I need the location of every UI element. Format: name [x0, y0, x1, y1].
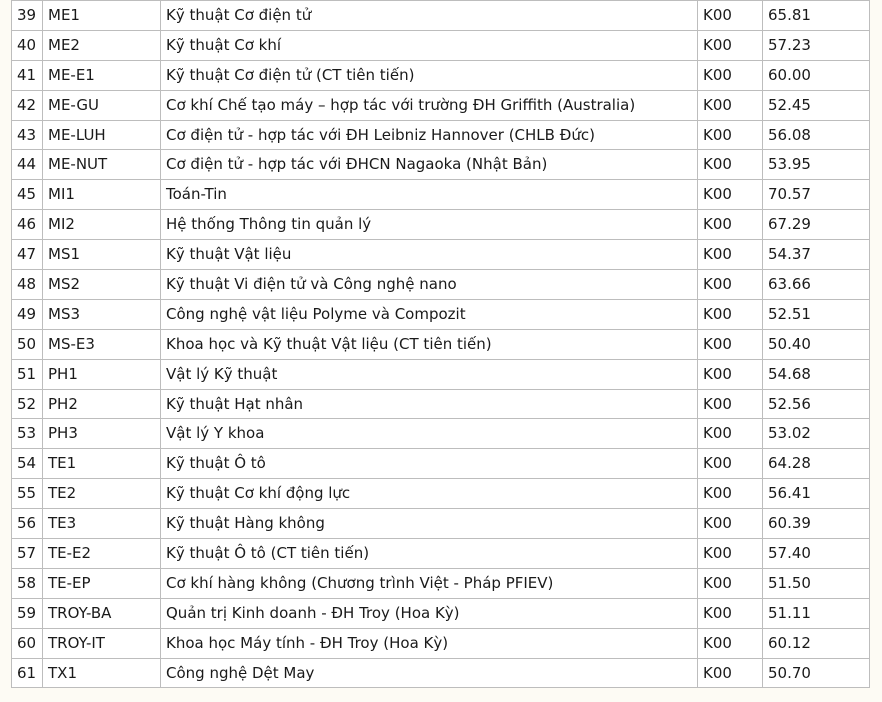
- cutoff-score-cell: 50.70: [763, 658, 870, 688]
- exam-block-cell: K00: [698, 90, 763, 120]
- table-row: [12, 150, 870, 180]
- major-code-cell: MI2: [43, 210, 161, 240]
- exam-block-cell: K00: [698, 598, 763, 628]
- major-name-cell: Kỹ thuật Hạt nhân: [161, 389, 698, 419]
- major-code-cell: ME-GU: [43, 90, 161, 120]
- cutoff-score-cell: 64.28: [763, 449, 870, 479]
- table-row: [12, 419, 870, 449]
- cutoff-score-cell: 52.56: [763, 389, 870, 419]
- cutoff-score-cell: 54.68: [763, 359, 870, 389]
- row-number-cell: 54: [12, 449, 43, 479]
- major-code-cell: TROY-IT: [43, 628, 161, 658]
- exam-block-cell: K00: [698, 150, 763, 180]
- cutoff-score-cell: 56.08: [763, 120, 870, 150]
- table-row: [12, 539, 870, 569]
- row-number-cell: 49: [12, 299, 43, 329]
- major-name-cell: Kỹ thuật Vi điện tử và Công nghệ nano: [161, 270, 698, 300]
- table-row: [12, 180, 870, 210]
- row-number-cell: 39: [12, 1, 43, 31]
- row-number-cell: 48: [12, 270, 43, 300]
- major-name-cell: Kỹ thuật Cơ khí: [161, 30, 698, 60]
- table-row: [12, 30, 870, 60]
- exam-block-cell: K00: [698, 359, 763, 389]
- major-code-cell: TE2: [43, 479, 161, 509]
- major-name-cell: Công nghệ Dệt May: [161, 658, 698, 688]
- cutoff-score-cell: 60.39: [763, 509, 870, 539]
- cutoff-score-cell: 53.95: [763, 150, 870, 180]
- cutoff-score-cell: 52.51: [763, 299, 870, 329]
- major-code-cell: TX1: [43, 658, 161, 688]
- major-name-cell: Kỹ thuật Hàng không: [161, 509, 698, 539]
- cutoff-score-cell: 57.40: [763, 539, 870, 569]
- table-row: [12, 479, 870, 509]
- table-row: [12, 389, 870, 419]
- major-code-cell: ME-E1: [43, 60, 161, 90]
- major-code-cell: TE-EP: [43, 568, 161, 598]
- major-name-cell: Kỹ thuật Ô tô: [161, 449, 698, 479]
- cutoff-score-cell: 52.45: [763, 90, 870, 120]
- exam-block-cell: K00: [698, 30, 763, 60]
- exam-block-cell: K00: [698, 299, 763, 329]
- major-name-cell: Cơ khí Chế tạo máy – hợp tác với trường ĐH Griffith (Australia): [161, 90, 698, 120]
- cutoff-score-cell: 57.23: [763, 30, 870, 60]
- major-code-cell: PH3: [43, 419, 161, 449]
- table-row: [12, 329, 870, 359]
- table-row: [12, 90, 870, 120]
- row-number-cell: 55: [12, 479, 43, 509]
- cutoff-score-cell: 51.11: [763, 598, 870, 628]
- row-number-cell: 47: [12, 240, 43, 270]
- row-number-cell: 43: [12, 120, 43, 150]
- major-code-cell: MI1: [43, 180, 161, 210]
- major-code-cell: TE3: [43, 509, 161, 539]
- row-number-cell: 53: [12, 419, 43, 449]
- cutoff-score-cell: 63.66: [763, 270, 870, 300]
- major-name-cell: Công nghệ vật liệu Polyme và Compozit: [161, 299, 698, 329]
- exam-block-cell: K00: [698, 419, 763, 449]
- table-row: [12, 1, 870, 31]
- major-name-cell: Vật lý Kỹ thuật: [161, 359, 698, 389]
- table-row: [12, 120, 870, 150]
- major-code-cell: PH2: [43, 389, 161, 419]
- table-row: [12, 359, 870, 389]
- row-number-cell: 44: [12, 150, 43, 180]
- exam-block-cell: K00: [698, 389, 763, 419]
- cutoff-score-cell: 70.57: [763, 180, 870, 210]
- table-row: [12, 60, 870, 90]
- cutoff-score-cell: 60.00: [763, 60, 870, 90]
- major-name-cell: Khoa học Máy tính - ĐH Troy (Hoa Kỳ): [161, 628, 698, 658]
- major-code-cell: ME-NUT: [43, 150, 161, 180]
- major-code-cell: TE1: [43, 449, 161, 479]
- table-row: [12, 509, 870, 539]
- cutoff-score-cell: 53.02: [763, 419, 870, 449]
- major-code-cell: MS2: [43, 270, 161, 300]
- cutoff-score-cell: 60.12: [763, 628, 870, 658]
- major-code-cell: MS3: [43, 299, 161, 329]
- row-number-cell: 61: [12, 658, 43, 688]
- table-row: [12, 240, 870, 270]
- exam-block-cell: K00: [698, 449, 763, 479]
- major-code-cell: MS1: [43, 240, 161, 270]
- major-name-cell: Vật lý Y khoa: [161, 419, 698, 449]
- cutoff-score-cell: 51.50: [763, 568, 870, 598]
- exam-block-cell: K00: [698, 270, 763, 300]
- major-name-cell: Kỹ thuật Cơ điện tử: [161, 1, 698, 31]
- exam-block-cell: K00: [698, 628, 763, 658]
- major-code-cell: MS-E3: [43, 329, 161, 359]
- table-row: [12, 598, 870, 628]
- major-code-cell: PH1: [43, 359, 161, 389]
- exam-block-cell: K00: [698, 1, 763, 31]
- row-number-cell: 60: [12, 628, 43, 658]
- table-row: [12, 210, 870, 240]
- row-number-cell: 42: [12, 90, 43, 120]
- exam-block-cell: K00: [698, 509, 763, 539]
- row-number-cell: 41: [12, 60, 43, 90]
- row-number-cell: 56: [12, 509, 43, 539]
- exam-block-cell: K00: [698, 210, 763, 240]
- row-number-cell: 57: [12, 539, 43, 569]
- major-code-cell: ME1: [43, 1, 161, 31]
- major-name-cell: Cơ điện tử - hợp tác với ĐH Leibniz Hannover (CHLB Đức): [161, 120, 698, 150]
- exam-block-cell: K00: [698, 479, 763, 509]
- cutoff-score-cell: 67.29: [763, 210, 870, 240]
- exam-block-cell: K00: [698, 120, 763, 150]
- major-name-cell: Cơ điện tử - hợp tác với ĐHCN Nagaoka (Nhật Bản): [161, 150, 698, 180]
- exam-block-cell: K00: [698, 60, 763, 90]
- table-body: [12, 1, 870, 688]
- exam-block-cell: K00: [698, 539, 763, 569]
- table-row: [12, 628, 870, 658]
- row-number-cell: 52: [12, 389, 43, 419]
- table-row: [12, 658, 870, 688]
- major-name-cell: Kỹ thuật Cơ khí động lực: [161, 479, 698, 509]
- row-number-cell: 59: [12, 598, 43, 628]
- exam-block-cell: K00: [698, 329, 763, 359]
- major-name-cell: Khoa học và Kỹ thuật Vật liệu (CT tiên tiến): [161, 329, 698, 359]
- exam-block-cell: K00: [698, 180, 763, 210]
- major-name-cell: Kỹ thuật Vật liệu: [161, 240, 698, 270]
- major-code-cell: TROY-BA: [43, 598, 161, 628]
- table-row: [12, 299, 870, 329]
- admission-score-table-container: [11, 0, 869, 688]
- major-name-cell: Cơ khí hàng không (Chương trình Việt - Pháp PFIEV): [161, 568, 698, 598]
- cutoff-score-cell: 50.40: [763, 329, 870, 359]
- major-name-cell: Kỹ thuật Ô tô (CT tiên tiến): [161, 539, 698, 569]
- major-code-cell: ME-LUH: [43, 120, 161, 150]
- cutoff-score-cell: 56.41: [763, 479, 870, 509]
- exam-block-cell: K00: [698, 568, 763, 598]
- exam-block-cell: K00: [698, 658, 763, 688]
- table-row: [12, 270, 870, 300]
- major-code-cell: TE-E2: [43, 539, 161, 569]
- table-row: [12, 568, 870, 598]
- row-number-cell: 40: [12, 30, 43, 60]
- major-name-cell: Hệ thống Thông tin quản lý: [161, 210, 698, 240]
- row-number-cell: 45: [12, 180, 43, 210]
- major-name-cell: Toán-Tin: [161, 180, 698, 210]
- row-number-cell: 58: [12, 568, 43, 598]
- major-code-cell: ME2: [43, 30, 161, 60]
- table-row: [12, 449, 870, 479]
- row-number-cell: 46: [12, 210, 43, 240]
- major-name-cell: Kỹ thuật Cơ điện tử (CT tiên tiến): [161, 60, 698, 90]
- exam-block-cell: K00: [698, 240, 763, 270]
- row-number-cell: 50: [12, 329, 43, 359]
- cutoff-score-cell: 65.81: [763, 1, 870, 31]
- admission-score-table: [11, 0, 870, 688]
- row-number-cell: 51: [12, 359, 43, 389]
- cutoff-score-cell: 54.37: [763, 240, 870, 270]
- major-name-cell: Quản trị Kinh doanh - ĐH Troy (Hoa Kỳ): [161, 598, 698, 628]
